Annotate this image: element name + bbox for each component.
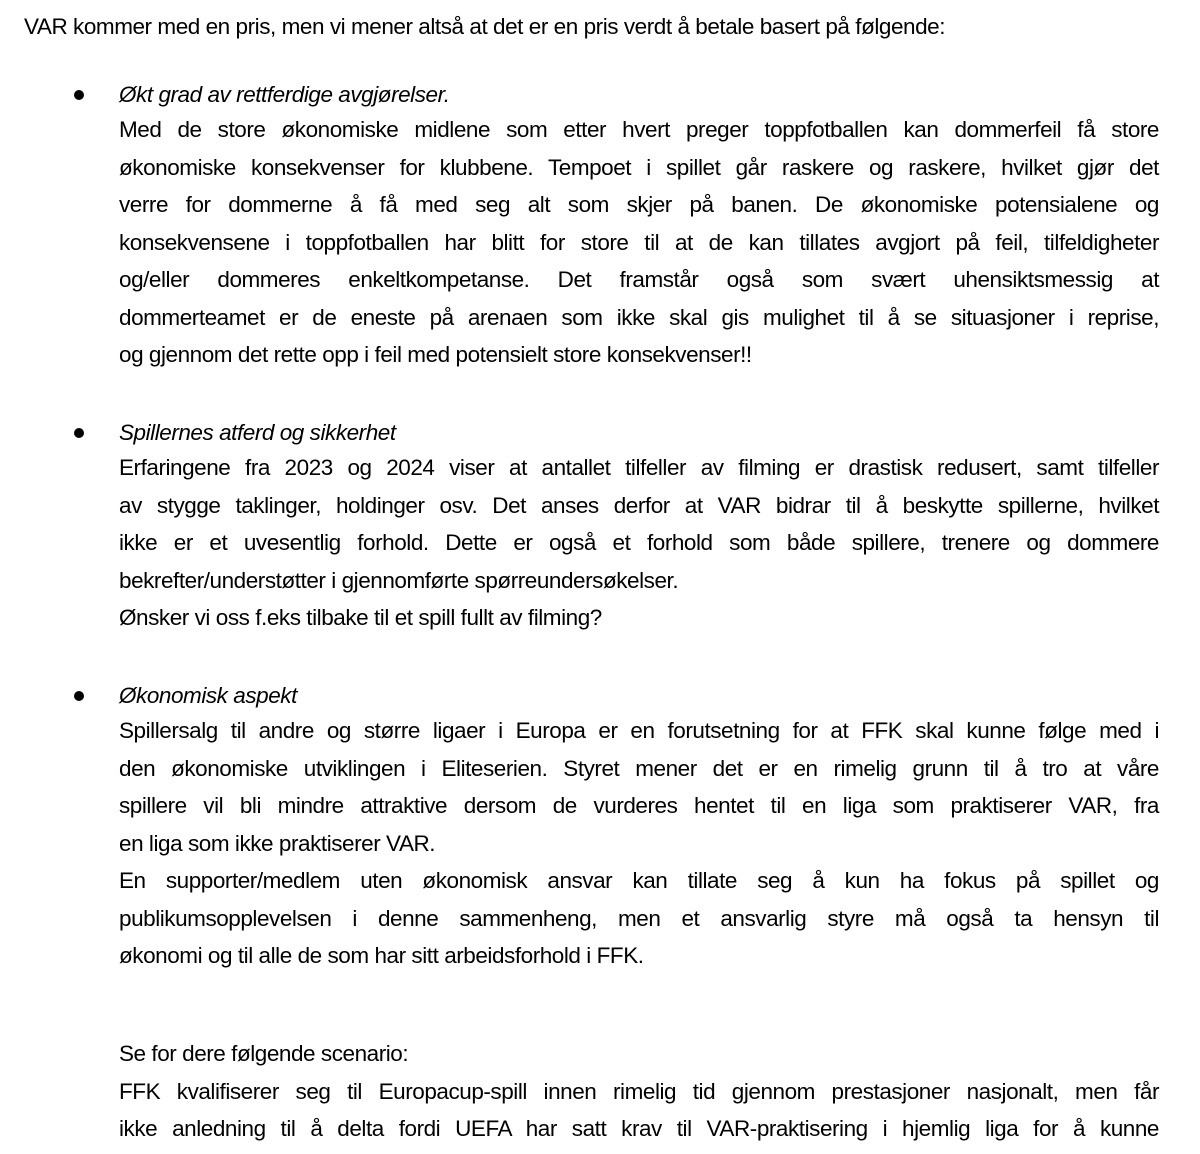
bullet-icon (74, 428, 84, 438)
paragraph-line: av stygge taklinger, holdinger osv. Det anses derfor at VAR bidrar til å beskytte spillerne, hvilket (119, 493, 1159, 518)
section-heading: Økonomisk aspekt (119, 683, 297, 708)
bullet-icon (74, 691, 84, 701)
paragraph-line: ikke anledning til å delta fordi UEFA har satt krav til VAR-praktisering i hjemlig liga for å kunne (119, 1116, 1159, 1141)
paragraph-line: Erfaringene fra 2023 og 2024 viser at antallet tilfeller av filming er drastisk redusert, samt tilfeller (119, 455, 1159, 480)
paragraph-line: økonomi og til alle de som har sitt arbeidsforhold i FFK. (119, 943, 644, 968)
paragraph-line: og/eller dommeres enkeltkompetanse. Det framstår også som svært uhensiktsmessig at (119, 267, 1159, 292)
intro-paragraph: VAR kommer med en pris, men vi mener altså at det er en pris verdt å betale basert på følgende: (24, 14, 946, 39)
paragraph-line: Med de store økonomiske midlene som etter hvert preger toppfotballen kan dommerfeil få store (119, 117, 1159, 142)
paragraph-line: ikke er et uvesentlig forhold. Dette er også et forhold som både spillere, trenere og dommere (119, 530, 1159, 555)
paragraph-line: Ønsker vi oss f.eks tilbake til et spill fullt av filming? (119, 605, 602, 630)
paragraph-line: bekrefter/understøtter i gjennomførte spørreundersøkelser. (119, 568, 679, 593)
paragraph-line: spillere vil bli mindre attraktive dersom de vurderes hentet til en liga som praktiserer VAR, fra (119, 793, 1159, 818)
paragraph-line: publikumsopplevelsen i denne sammenheng, men et ansvarlig styre må også ta hensyn til (119, 906, 1159, 931)
paragraph-line: verre for dommerne å få med seg alt som skjer på banen. De økonomiske potensialene og (119, 192, 1159, 217)
paragraph-line: konsekvensene i toppfotballen har blitt for store til at de kan tillates avgjort på feil, tilfeldigheter (119, 230, 1159, 255)
paragraph-line: den økonomiske utviklingen i Eliteserien. Styret mener det er en rimelig grunn til å tro at våre (119, 756, 1159, 781)
bullet-icon (74, 90, 84, 100)
paragraph-line: FFK kvalifiserer seg til Europacup-spill innen rimelig tid gjennom prestasjoner nasjonalt, men får (119, 1079, 1159, 1104)
paragraph-line: en liga som ikke praktiserer VAR. (119, 831, 436, 856)
paragraph-line: Spillersalg til andre og større ligaer i Europa er en forutsetning for at FFK skal kunne følge med i (119, 718, 1159, 743)
paragraph-line: økonomiske konsekvenser for klubbene. Tempoet i spillet går raskere og raskere, hvilket gjør det (119, 155, 1159, 180)
section-heading: Økt grad av rettferdige avgjørelser. (119, 82, 450, 107)
paragraph-line: og gjennom det rette opp i feil med potensielt store konsekvenser!! (119, 342, 752, 367)
paragraph-line: En supporter/medlem uten økonomisk ansvar kan tillate seg å kun ha fokus på spillet og (119, 868, 1159, 893)
paragraph-line: dommerteamet er de eneste på arenaen som ikke skal gis mulighet til å se situasjoner i reprise, (119, 305, 1159, 330)
scenario-title: Se for dere følgende scenario: (119, 1041, 409, 1066)
section-heading: Spillernes atferd og sikkerhet (119, 420, 396, 445)
